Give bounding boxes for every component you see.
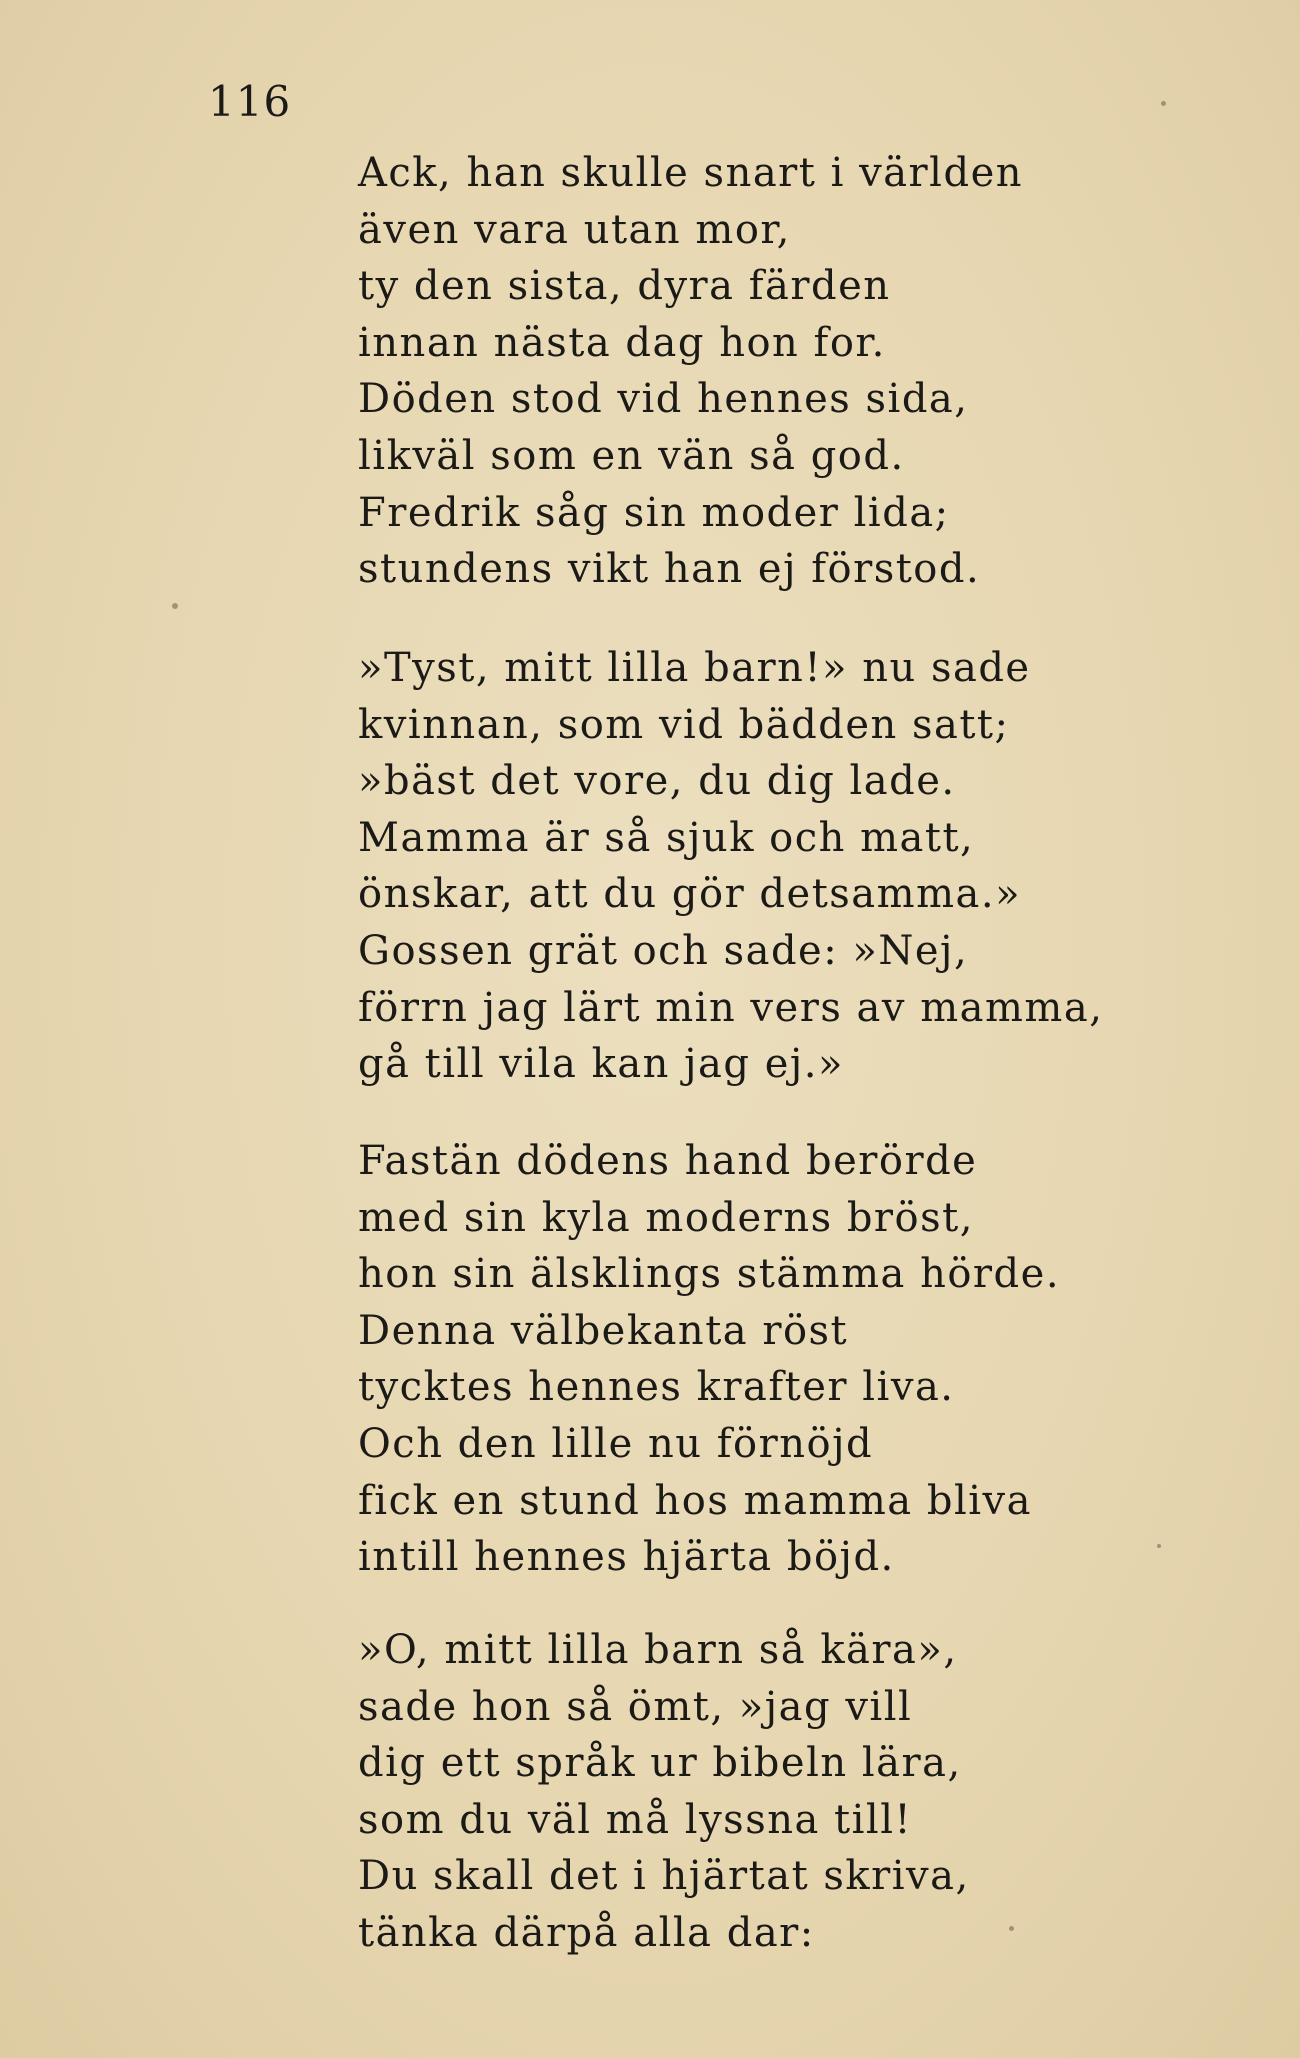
verse-line: Och den lille nu förnöjd [358,1420,874,1467]
verse-line: Gossen grät och sade: »Nej, [358,927,969,974]
paper-speck [172,603,178,609]
verse-line: som du väl må lyssna till! [358,1796,913,1843]
stanza [358,1622,970,1962]
verse-line: Denna välbekanta röst [358,1307,849,1354]
verse-line: önskar, att du gör detsamma.» [358,871,1022,918]
verse-line: förrn jag lärt min vers av mamma, [358,984,1104,1031]
page-number: 116 [208,77,292,126]
verse-line: Fastän dödens hand berörde [358,1138,978,1184]
paper-speck [1157,1544,1161,1548]
verse-line: Du skall det i hjärtat skriva, [358,1853,970,1900]
verse-line: tycktes hennes krafter liva. [358,1364,955,1411]
stanza [358,145,1023,598]
verse-line: fick en stund hos mamma bliva [358,1477,1032,1524]
verse-line: likväl som en vän så god. [358,432,905,479]
stanza [358,1133,1060,1586]
verse-line: Döden stod vid hennes sida, [358,376,969,423]
verse-line: ty den sista, dyra färden [358,263,891,310]
verse-line: innan nästa dag hon for. [358,319,886,366]
verse-line: tänka därpå alla dar: [358,1909,815,1956]
verse-line: hon sin älsklings stämma hörde. [358,1251,1061,1298]
verse-line: även vara utan mor, [358,206,791,253]
verse-line: Fredrik såg sin moder lida; [358,489,950,536]
verse-line: »bäst det vore, du dig lade. [358,758,956,805]
verse-line: stundens vikt han ej förstod. [358,546,981,593]
verse-line: »Tyst, mitt lilla barn!» nu sade [358,645,1031,691]
verse-line: dig ett språk ur bibeln lära, [358,1740,962,1787]
verse-line: »O, mitt lilla barn så kära», [358,1627,958,1673]
verse-line: med sin kyla moderns bröst, [358,1194,974,1241]
verse-line: Mamma är så sjuk och matt, [358,814,975,861]
verse-line: kvinnan, som vid bädden satt; [358,701,1010,748]
verse-line: intill hennes hjärta böjd. [358,1534,895,1581]
paper-speck [1161,101,1166,106]
verse-line: Ack, han skulle snart i världen [358,150,1023,196]
paper-speck [1009,1926,1014,1931]
stanza [358,640,1103,1093]
verse-line: gå till vila kan jag ej.» [358,1041,844,1088]
verse-line: sade hon så ömt, »jag vill [358,1683,913,1730]
